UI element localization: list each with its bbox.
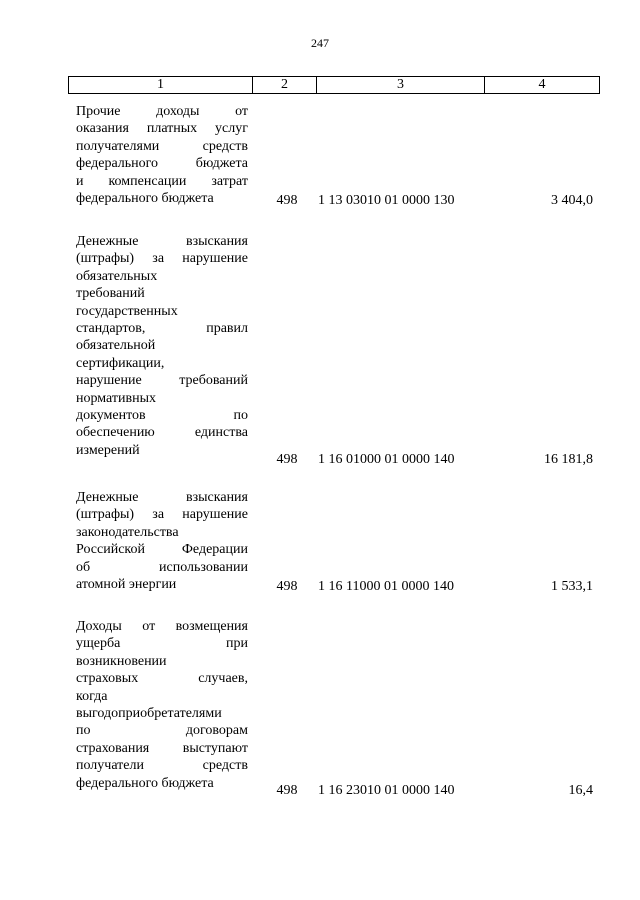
description-line: требований (76, 286, 145, 302)
description-line: ущерба при (76, 636, 248, 652)
row-description (76, 103, 248, 207)
page-number: 247 (311, 36, 329, 50)
description-line: получатели средств (76, 758, 248, 774)
table-row (68, 233, 599, 469)
description-line: обязательных (76, 268, 158, 284)
description-line: получателями средств (76, 138, 248, 154)
budget-classification-code: 1 16 11000 01 0000 140 (318, 579, 454, 594)
row-description (76, 618, 248, 792)
description-line: оказания платных услуг (76, 121, 248, 137)
description-line: атомной энергии (76, 577, 177, 593)
header-col-3: 3 (317, 77, 485, 94)
description-line: Российской Федерации (76, 542, 248, 558)
column-header-table (68, 76, 600, 94)
description-line: об использовании (76, 559, 248, 575)
header-col-2: 2 (253, 77, 317, 94)
description-line: Денежные взыскания (76, 490, 248, 505)
budget-classification-code: 1 16 23010 01 0000 140 (318, 783, 455, 798)
admin-code: 498 (276, 193, 298, 208)
description-line: и компенсации затрат (76, 173, 248, 189)
description-line: сертификации, (76, 355, 165, 371)
budget-classification-code: 1 16 01000 01 0000 140 (318, 452, 455, 467)
description-line: законодательства (76, 524, 179, 540)
description-line: федерального бюджета (76, 191, 214, 207)
description-line: Прочие доходы от (76, 104, 248, 119)
description-line: стандартов, правил (76, 321, 248, 337)
description-line: (штрафы) за нарушение (76, 507, 248, 523)
description-line: страхования выступают (76, 740, 248, 756)
admin-code: 498 (276, 783, 298, 798)
description-line: когда (76, 688, 108, 704)
admin-code: 498 (276, 452, 298, 467)
description-line: государственных (76, 303, 178, 319)
description-line: выгодоприобретателями (76, 706, 222, 722)
row-description (76, 233, 248, 459)
description-line: по договорам (76, 723, 248, 739)
description-line: (штрафы) за нарушение (76, 251, 248, 267)
amount: 3 404,0 (551, 193, 593, 208)
description-line: нормативных (76, 390, 157, 406)
header-col-4: 4 (485, 77, 600, 94)
description-line: измерений (76, 442, 140, 458)
description-line: обязательной (76, 338, 156, 354)
table-row (68, 618, 599, 808)
description-line: нарушение требований (76, 373, 248, 389)
description-line: федерального бюджета (76, 775, 214, 791)
budget-classification-code: 1 13 03010 01 0000 130 (318, 193, 455, 208)
admin-code: 498 (276, 579, 298, 594)
description-line: федерального бюджета (76, 156, 248, 172)
header-row (69, 77, 600, 94)
amount: 16 181,8 (544, 452, 593, 467)
description-line: документов по (76, 408, 248, 424)
table-row (68, 103, 599, 215)
row-description (76, 489, 248, 593)
amount: 16,4 (568, 783, 593, 798)
header-col-1: 1 (69, 77, 253, 94)
description-line: возникновении (76, 653, 167, 669)
description-line: обеспечению единства (76, 425, 248, 441)
description-line: Доходы от возмещения (76, 619, 248, 634)
description-line: страховых случаев, (76, 671, 248, 687)
description-line: Денежные взыскания (76, 234, 248, 249)
amount: 1 533,1 (551, 579, 593, 594)
table-row (68, 489, 599, 601)
